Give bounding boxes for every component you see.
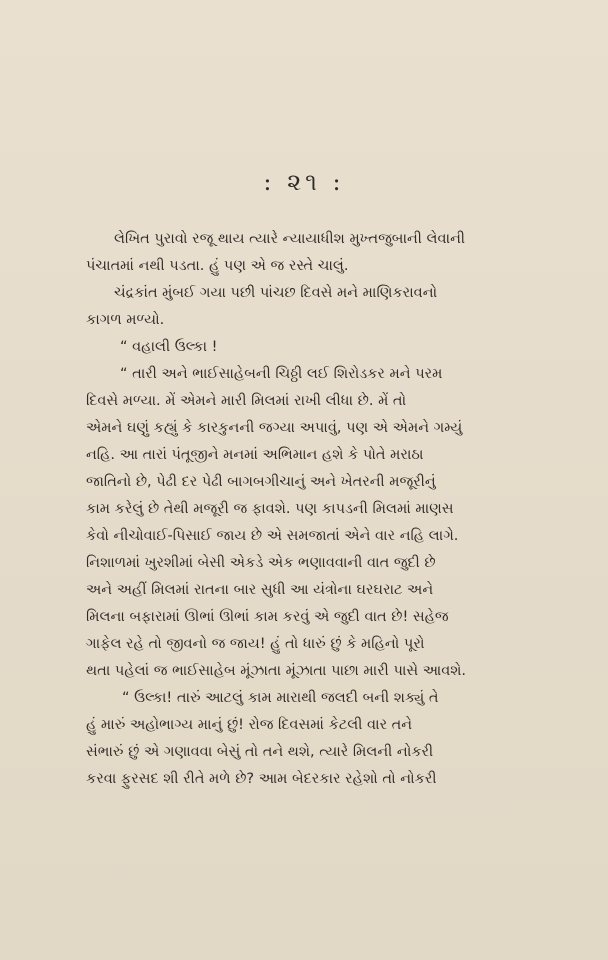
page-body xyxy=(86,226,586,793)
text-line: હું મારું અહોભાગ્ય માનું છું! રોજ દિવસમાં કેટલી વાર તને xyxy=(86,717,413,733)
text-line: કેવો નીચોવાઈ-પિસાઈ જાય છે એ સમજાતાં એને વાર નહિ લાગે. xyxy=(86,528,459,544)
text-line: ગાફેલ રહે તો જીવનો જ જાય! હું તો ધારું છું કે મહિનો પૂરો xyxy=(86,636,425,652)
chapter-heading: : ૨૧ : xyxy=(263,168,345,196)
text-line: ચંદ્રકાંત મુંબઈ ગયા પછી પાંચછ દિવસે મને માણિકરાવનો xyxy=(114,285,438,301)
paragraph xyxy=(86,280,586,334)
text-line: એમને ઘણું કહ્યું કે કારકુનની જગ્યા અપાવું, પણ એ એમને ગમ્યું xyxy=(86,420,463,436)
paragraph xyxy=(86,685,586,793)
text-line: પંચાતમાં નથી પડતા. હું પણ એ જ રસ્તે ચાલું. xyxy=(86,258,349,274)
paragraph xyxy=(86,226,586,280)
text-line: સંભારું છું એ ગણાવવા બેસું તો તને થશે, ત્યારે મિલની નોકરી xyxy=(86,744,434,760)
text-line: “ ઉલ્કા! તારું આટલું કામ મારાથી જલદી બની શક્યું તે xyxy=(122,690,439,706)
text-line: નહિ. આ તારાં પંતૂજીને મનમાં અભિમાન હશે કે પોતે મરાઠા xyxy=(86,447,424,463)
text-line: અને અહીં મિલમાં રાતના બાર સુધી આ યંત્રોના ઘરઘરાટ અને xyxy=(86,582,434,598)
text-line: મિલના બફારામાં ઊભાં ઊભાં કામ કરવું એ જુદી વાત છે! સહેજ xyxy=(86,609,449,625)
text-line: દિવસે મળ્યા. મેં એમને મારી મિલમાં રાખી લીધા છે. મેં તો xyxy=(86,393,407,409)
text-line: કાગળ મળ્યો. xyxy=(86,312,165,328)
salutation: “ વહાલી ઉલ્કા ! xyxy=(120,339,218,355)
paragraph xyxy=(86,334,586,361)
text-line: થતા પહેલાં જ ભાઈસાહેબ મૂંઝાતા મૂંઝાતા પાછા મારી પાસે આવશે. xyxy=(86,663,467,679)
text-line: નિશાળમાં ખુરશીમાં બેસી એકડે એક ભણાવવાની વાત જુદી છે xyxy=(86,555,436,571)
text-line: જાતિનો છે, પેઢી દર પેઢી બાગબગીચાનું અને ખેતરની મજૂરીનું xyxy=(86,474,436,490)
text-line: લેખિત પુરાવો રજૂ થાય ત્યારે ન્યાયાધીશ મુખ્તજુબાની લેવાની xyxy=(114,231,466,247)
paragraph xyxy=(86,361,586,685)
text-line: કામ કરેલું છે તેથી મજૂરી જ ફાવશે. પણ કાપડની મિલમાં માણસ xyxy=(86,501,454,517)
text-line: કરવા ફુરસદ શી રીતે મળે છે? આમ બેદરકાર રહેશો તો નોકરી xyxy=(86,771,437,787)
text-line: “ તારી અને ભાઈસાહેબની ચિઠ્ઠી લઈ શિરોડકર મને પરમ xyxy=(120,366,443,382)
